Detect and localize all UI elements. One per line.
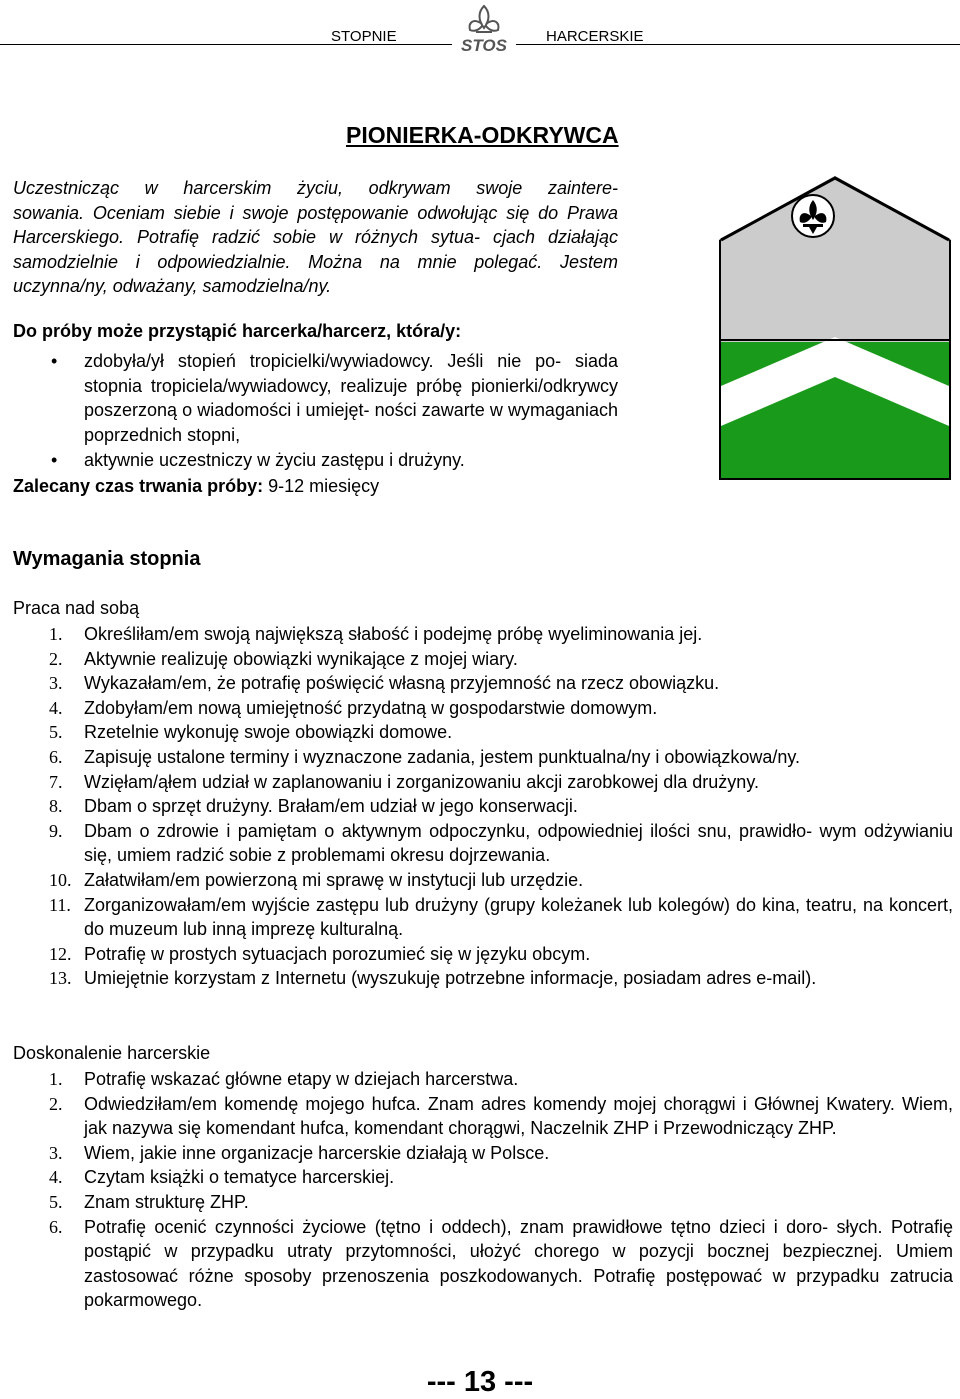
item-number: 11. [49, 894, 71, 915]
page-number: --- 13 --- [426, 1366, 534, 1398]
list-item [13, 966, 953, 991]
list-item [13, 1190, 953, 1215]
item-text: Aktywnie realizuję obowiązki wynikające z mojej wiary. [84, 648, 518, 669]
item-text: Wykazałam/em, że potrafię poświęcić własną przyjemność na rzecz obowiązku. [84, 673, 720, 694]
stos-logo [452, 2, 516, 54]
bullet-icon: • [51, 351, 58, 371]
item-text: Rzetelnie wykonuję swoje obowiązki domowe. [84, 722, 453, 743]
conditions-heading: Do próby może przystąpić harcerka/harcerz, która/y: [13, 321, 462, 341]
list-item [13, 1092, 953, 1141]
list-item [13, 942, 953, 967]
item-number: 4. [49, 697, 63, 718]
duration-value: 9-12 miesięcy [263, 476, 380, 496]
page-header [0, 0, 960, 58]
list-item [13, 720, 953, 745]
intro-line-1: Uczestnicząc w harcerskim życiu, odkrywam swoje zaintere- [13, 178, 618, 198]
item-text: Zapisuję ustalone terminy i wyznaczone zadania, jestem punktualna/ny i obowiązkowa/ny. [84, 746, 801, 767]
item-text: Potrafię wskazać główne etapy w dziejach harcerstwa. [84, 1069, 519, 1089]
section-self-list [13, 622, 953, 991]
list-item [13, 1215, 953, 1313]
list-item [13, 1141, 953, 1166]
item-text: Znam strukturę ZHP. [84, 1191, 249, 1212]
item-number: 3. [49, 1142, 63, 1163]
list-item: • zdobyła/ył stopień tropicielki/wywiadowcy. Jeśli nie po- siada stopnia tropiciela/wywiadowcy, realizuje próbę pionierki/odkrywcy poszerzoną o wiadomości i umiejęt- ności zawarte w wymaganiach poprzednich stopni, [51, 351, 618, 446]
item-number: 2. [49, 648, 63, 669]
list-item [13, 671, 953, 696]
section-heading-scouting: Doskonalenie harcerskie [13, 1043, 211, 1063]
list-item [13, 647, 953, 672]
list-item [13, 1067, 953, 1092]
item-text: Czytam książki o tematyce harcerskiej. [84, 1167, 395, 1188]
item-text: Dbam o zdrowie i pamiętam o aktywnym odpoczynku, odpowiedniej ilości snu, prawidło- wym odżywianiu się, umiem radzić sobie z problemami okresu dojrzewania. [84, 820, 953, 866]
list-item [13, 893, 953, 942]
item-text: Wzięłam/ąłem udział w zaplanowaniu i zorganizowaniu akcji zarobkowej dla drużyny. [84, 771, 759, 792]
badge-grey-field [721, 172, 949, 342]
section-scouting-list [13, 1067, 953, 1313]
item-number: 7. [49, 771, 63, 792]
item-number: 4. [49, 1167, 63, 1188]
item-text: Dbam o sprzęt drużyny. Brałam/em udział w jego konserwacji. [84, 796, 578, 817]
item-number: 3. [49, 673, 63, 694]
duration-label: Zalecany czas trwania próby: [13, 476, 264, 496]
duration-line [13, 476, 379, 497]
item-number: 5. [49, 722, 63, 743]
item-number: 10. [49, 869, 72, 890]
item-text: Potrafię ocenić czynności życiowe (tętno i oddech), znam prawidłowe tętno dzieci i doro- słych. Potrafię postąpić w przypadku utraty przytomności, ułożyć chorego w pozycji bocznej bezpiecznej. Umiem zastosować różne sposoby przenoszenia poszkodowanych. Potrafię postępować w przypadku zatrucia pokarmowego. [84, 1216, 953, 1311]
item-text: Zdobyłam/em nową umiejętność przydatną w gospodarstwie domowym. [84, 697, 658, 718]
item-number: 6. [49, 1216, 63, 1237]
item-text: Odwiedziłam/em komendę mojego hufca. Znam adres komendy mojej chorągwi i Głównej Kwatery. Wiem, jak nazywa się komendant hufca, komendant chorągwi, Naczelnik ZHP i Przewodniczący ZHP. [84, 1093, 953, 1139]
item-number: 1. [49, 624, 63, 644]
item-text: Określiłam/em swoją największą słabość i podejmę próbę wyeliminowania jej. [84, 624, 703, 644]
list-item [13, 819, 953, 868]
list-item [13, 622, 953, 647]
page-title: PIONIERKA-ODKRYWCA [346, 122, 619, 148]
list-item [13, 1165, 953, 1190]
item-number: 12. [49, 943, 72, 964]
list-item [13, 745, 953, 770]
item-number: 9. [49, 820, 63, 841]
intro-paragraph [13, 176, 618, 299]
item-number: 8. [49, 796, 63, 817]
item-number: 6. [49, 746, 63, 767]
intro-rest: sowania. Oceniam siebie i swoje postępowanie odwołując się do Prawa Harcerskiego. Potrafię radzić sobie w różnych sytua- cjach działając samodzielnie i odpowiedzialnie. Można na mnie polegać. Jestem uczynna/ny, odważany, samodzielna/ny. [13, 202, 618, 297]
item-number: 5. [49, 1191, 63, 1212]
rank-badge [715, 172, 955, 484]
list-item: • aktywnie uczestniczy w życiu zastępu i drużyny. [13, 448, 618, 473]
item-text: Umiejętnie korzystam z Internetu (wyszukuję potrzebne informacje, posiadam adres e-mail). [84, 968, 817, 989]
list-item [13, 868, 953, 893]
logo-text: STOS [461, 36, 507, 54]
lily-emblem-icon [792, 195, 834, 237]
header-left-text: STOPNIE [331, 28, 397, 45]
item-number: 1. [49, 1069, 63, 1089]
section-heading-self: Praca nad sobą [13, 598, 140, 618]
bullet-icon: • [51, 449, 58, 470]
item-text: Wiem, jakie inne organizacje harcerskie działają w Polsce. [84, 1142, 550, 1163]
item-text: Potrafię w prostych sytuacjach porozumieć się w języku obcym. [84, 943, 591, 964]
list-item [13, 770, 953, 795]
item-number: 2. [49, 1093, 63, 1114]
item-text: Załatwiłam/em powierzoną mi sprawę w instytucji lub urzędzie. [84, 869, 584, 890]
requirements-heading: Wymagania stopnia [13, 548, 201, 570]
conditions-list [13, 349, 618, 473]
list-item [13, 794, 953, 819]
list-item [13, 696, 953, 721]
header-right-text: HARCERSKIE [546, 28, 644, 45]
item-text: Zorganizowałam/em wyjście zastępu lub drużyny (grupy koleżanek lub kolegów) do kina, teatru, na koncert, do muzeum lub inną imprezę kulturalną. [84, 894, 953, 940]
item-number: 13. [49, 968, 72, 989]
